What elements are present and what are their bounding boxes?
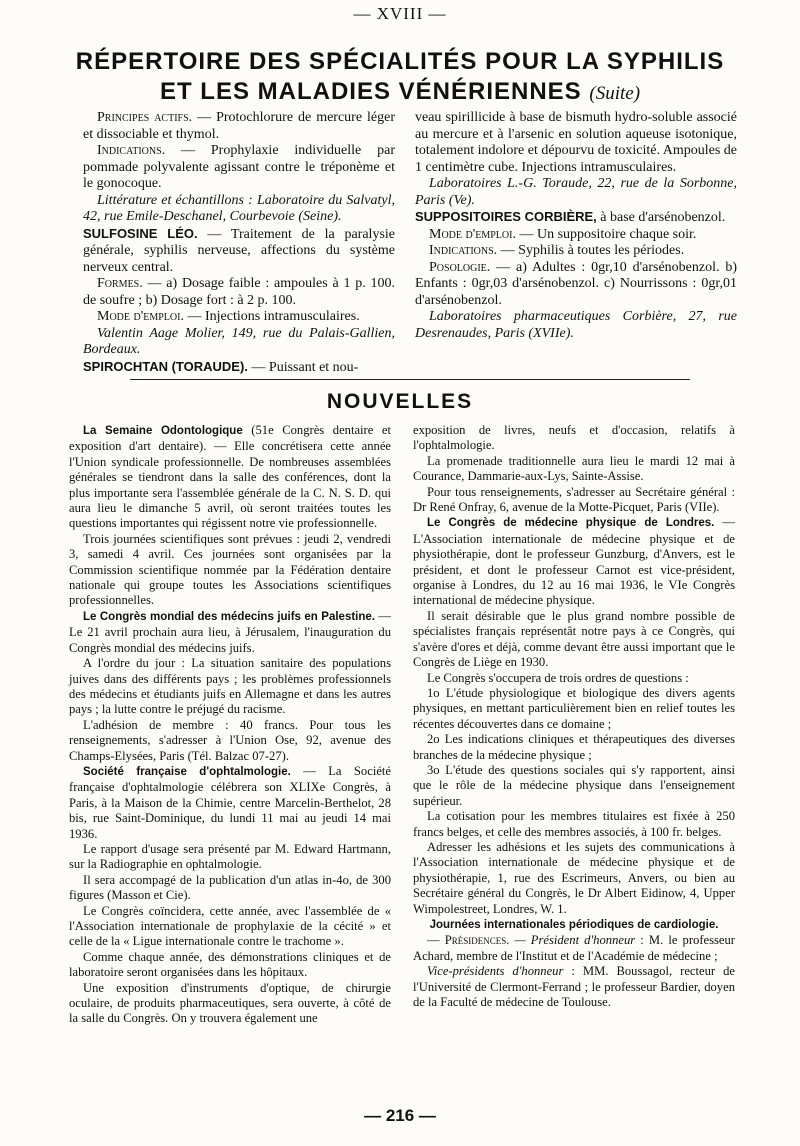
news-paragraph: Comme chaque année, des démonstrations cliniques et de laboratoire seront organisées dans les hôpitaux. <box>69 949 391 980</box>
entry-text: — Injections intramusculaires. <box>183 309 360 324</box>
entry-paragraph <box>83 226 395 277</box>
news-paragraph: A l'ordre du jour : La situation sanitaire des populations juives dans des différents pays ; les problèmes professionnels des médecins et étudiants juifs en Allemagne et dans les autres pays ; la lutte contre le préjugé du racisme. <box>69 656 391 717</box>
entry-text: — a) Dosage faible : ampoules à 1 p. 100. de soufre ; b) Dosage fort : à 2 p. 100. <box>83 276 395 308</box>
news-paragraph: Adresser les adhésions et les sujets des communications à l'Association internationale de médecine physique et de physiothérapie, 1, rue des Escrimeurs, Anvers, ou bien au Secrétaire général du Congrès, le Dr Albert Eidinow, 4, Upper Wimpolestreet, Londres, W. 1. <box>413 839 735 916</box>
page-title-line2 <box>0 78 800 108</box>
news-text: (51e Congrès dentaire et exposition d'art dentaire). — Elle concrétisera cette année l'Union syndicale professionnelle. De nombreuses assemblées générales se tiendront dans la salle des conférences, dont la plus importante sera l'assemblée générale de la C. N. S. D. qui aura lieu le dimanche 5 avril, où seront traitées toutes les questions importantes qui régissent notre vie professionnelle. <box>69 423 391 531</box>
section-title-nouvelles: NOUVELLES <box>326 390 474 413</box>
news-right-column <box>413 423 735 1010</box>
news-text: : M. le professeur Achard, membre de l'Institut et de l'Académie de médecine ; <box>413 933 736 963</box>
news-heading: Journées internationales périodiques de cardiologie. <box>429 919 719 931</box>
news-paragraph: 2o Les indications cliniques et thérapeutiques des diverses branches de la médecine physique ; <box>413 732 735 762</box>
news-text: — La Société française d'ophtalmologie célébrera son XLIXe Congrès, à Paris, à la Maison de la Chimie, centre Marcelin-Berthelot, 28 bis, rue Saint-Dominique, du lundi 11 mai au jeudi 14 mai 1936. <box>69 763 391 841</box>
news-paragraph <box>413 515 735 608</box>
news-italic: — Président d'honneur <box>509 933 636 948</box>
entry-label: Indications. <box>97 143 166 158</box>
news-italic: Vice-présidents d'honneur <box>427 964 564 979</box>
entry-paragraph <box>415 243 737 260</box>
news-paragraph: Le Congrès coïncidera, cette année, avec l'assemblée de « l'Association internationale de prophylaxie de la cécité » et celle de la « Ligue internationale contre le trachome ». <box>69 903 391 949</box>
news-paragraph: Une exposition d'instruments d'optique, de chirurgie oculaire, de produits pharmaceutiques, sera ouverte, à côté de la salle du Congrès. On y trouvera également une <box>69 980 391 1026</box>
news-paragraph: Il serait désirable que le plus grand nombre possible de spécialistes français représentât notre pays à ce Congrès, qui s'avère d'ores et déjà, comme devant être aussi important que le Congrès de Liège en 1930. <box>413 608 735 670</box>
news-paragraph <box>413 964 735 1010</box>
news-paragraph: Il sera accompagé de la publication d'un atlas in-4o, de 300 figures (Masson et Cie). <box>69 872 391 903</box>
entry-label: Principes actifs. <box>97 110 193 125</box>
repertoire-left-column <box>83 110 395 376</box>
page-title-line1: RÉPERTOIRE DES SPÉCIALITÉS POUR LA SYPHILIS <box>75 48 725 75</box>
news-label: — Présidences. <box>427 933 510 948</box>
entry-text: — Protochlorure de mercure léger et dissociable et thymol. <box>83 110 395 142</box>
entry-paragraph <box>83 143 395 193</box>
page-number: — 216 — <box>364 1106 436 1125</box>
entry-label: Posologie. <box>429 259 491 275</box>
entry-label: Formes. <box>97 276 143 291</box>
title-line2-text: ET LES MALADIES VÉNÉRIENNES <box>159 78 582 105</box>
title-suite: (Suite) <box>589 83 641 104</box>
entry-paragraph <box>83 110 395 143</box>
news-paragraph: Le Congrès s'occupera de trois ordres de questions : <box>427 670 689 685</box>
entry-text: — Prophylaxie individuelle par pommade polyvalente agissant contre le tréponème et le gonocoque. <box>83 143 395 191</box>
news-paragraph <box>69 423 391 532</box>
product-name: SULFOSINE LÉO. <box>83 225 198 241</box>
news-paragraph: L'adhésion de membre : 40 francs. Pour tous les renseignements, s'adresser à l'Union Ose, 92, avenue des Champs-Elysées, Paris (Tél. Balzac 07-27). <box>69 717 391 763</box>
entry-source: Littérature et échantillons : Laboratoire du Salvatyl, 42, rue Emile-Deschanel, Courbevoie (Seine). <box>83 192 395 224</box>
entry-paragraph <box>83 309 395 326</box>
news-text: : MM. Boussagol, recteur de l'Université de Clermont-Ferrand ; le professeur Bardier, doyen de la Faculté de médecine de Toulouse. <box>413 964 735 1010</box>
news-paragraph: exposition de livres, neufs et d'occasion, relatifs à l'ophtalmologie. <box>413 423 735 453</box>
news-paragraph <box>413 917 735 933</box>
news-paragraph <box>69 609 391 656</box>
product-name: SUPPOSITOIRES CORBIÈRE, <box>415 209 597 224</box>
entry-label: Mode d'emploi. <box>97 309 184 324</box>
news-heading: La Semaine Odontologique <box>83 425 243 437</box>
entry-source: Laboratoires pharmaceutiques Corbière, 27, rue Desrenaudes, Paris (XVIIe). <box>415 309 737 341</box>
product-name: SPIROCHTAN (TORAUDE). <box>83 358 248 374</box>
news-paragraph: Trois journées scientifiques sont prévues : jeudi 2, vendredi 3, samedi 4 avril. Ces journées sont organisées par la Commission scientifique nommée par la Fédération dentaire nationale qui groupe toutes les Associations scientifiques professionnelles. <box>69 531 391 608</box>
news-paragraph: Pour tous renseignements, s'adresser au Secrétaire général : Dr René Onfray, 6, avenue de la Motte-Picquet, Paris (VIIe). <box>413 484 735 515</box>
entry-paragraph: veau spirillicide à base de bismuth hydro-soluble associé au mercure et à l'arsenic en solution aqueuse isotonique, totalement indolore et dépourvu de toxicité. Ampoules de 1 centimètre cube. Injections intramusculaires. <box>415 110 737 175</box>
entry-text: — Puissant et nou- <box>247 359 359 375</box>
section-divider <box>130 379 690 380</box>
news-paragraph: 1o L'étude physiologique et biologique des divers agents physiques, en mettant particulièrement bien en relief toutes les récentes découvertes dans ce domaine ; <box>413 685 735 731</box>
entry-text: — Un suppositoire chaque soir. <box>515 226 697 242</box>
news-heading: Le Congrès de médecine physique de Londres. <box>427 517 715 530</box>
news-paragraph <box>413 933 735 964</box>
entry-paragraph <box>415 260 737 310</box>
entry-paragraph <box>83 359 395 377</box>
entry-text: à base d'arsénobenzol. <box>596 210 726 225</box>
entry-label: Indications. <box>429 243 498 258</box>
news-heading: Société française d'ophtalmologie. <box>83 765 291 778</box>
entry-source: Valentin Aage Molier, 149, rue du Palais-Gallien, Bordeaux. <box>83 325 395 357</box>
entry-source: Laboratoires L.-G. Toraude, 22, rue de la Sorbonne, Paris (Ve). <box>415 176 737 208</box>
page-number-roman: — XVIII — <box>353 4 447 23</box>
entry-label: Mode d'emploi. <box>429 226 516 242</box>
news-paragraph: 3o L'étude des questions sociales qui s'y rapportent, ainsi que le rôle de la médecine physique dans l'enseignement supérieur. <box>413 762 735 808</box>
news-text: — L'Association internationale de médecine physique et de physiothérapie, dont le professeur Gunzburg, d'Anvers, est le président, et dont le professeur Carnot est vice-président, organise à Londres, du 12 au 16 mai 1936, le VIe Congrès international de médecine physique. <box>413 515 736 608</box>
news-paragraph <box>69 764 391 842</box>
entry-paragraph <box>415 227 737 244</box>
entry-text: — a) Adultes : 0gr,10 d'arsénobenzol. b) Enfants : 0gr,03 d'arsénobenzol. c) Nourrissons : 0gr,01 d'arsénobenzol. <box>415 259 737 308</box>
entry-text: — Syphilis à toutes les périodes. <box>497 243 685 258</box>
entry-paragraph <box>83 276 395 309</box>
repertoire-right-column <box>415 110 737 342</box>
entry-paragraph <box>415 209 737 227</box>
news-paragraph: La cotisation pour les membres titulaires est fixée à 250 francs belges, et celle des membres associés, à 100 fr. belges. <box>413 809 735 839</box>
news-paragraph: Le rapport d'usage sera présenté par M. Edward Hartmann, sur la Radiographie en ophtalmologie. <box>69 841 391 872</box>
news-left-column <box>69 423 391 1027</box>
news-text: — Le 21 avril prochain aura lieu, à Jérusalem, l'inauguration du Congrès mondial des médecins juifs. <box>69 608 392 655</box>
entry-text: — Traitement de la paralysie générale, syphilis nerveuse, affections du système nerveux central. <box>83 226 395 275</box>
news-heading: Le Congrès mondial des médecins juifs en Palestine. <box>83 610 375 623</box>
news-paragraph: La promenade traditionnelle aura lieu le mardi 12 mai à Courance, Dammarie-aux-Lys, Sainte-Assise. <box>413 453 735 484</box>
